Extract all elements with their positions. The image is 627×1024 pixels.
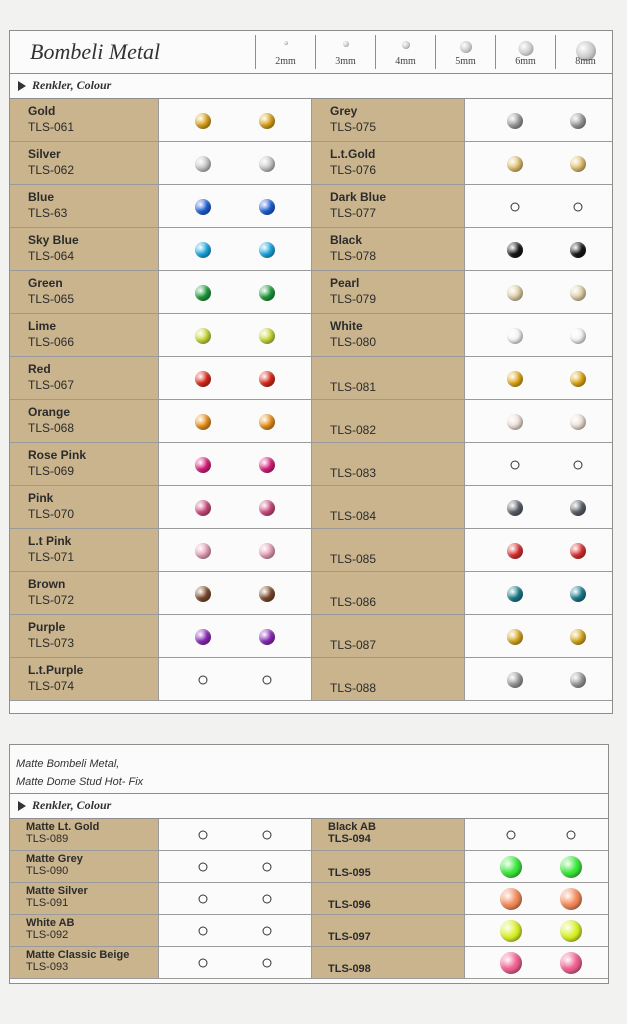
name-cell [312, 357, 464, 399]
name-cell [10, 883, 158, 914]
stud-cell [464, 486, 612, 528]
stud-cell [158, 357, 312, 399]
colour-code: TLS-095 [328, 867, 371, 879]
size-cell [495, 35, 555, 69]
stud-sample-icon [195, 586, 211, 602]
colour-code: TLS-072 [28, 593, 75, 607]
size-cell [555, 35, 615, 69]
name-cell [10, 400, 158, 442]
size-stud-icon [518, 41, 533, 56]
stud-sample-icon [570, 414, 586, 430]
name-cell [312, 271, 464, 313]
colour-name: Matte Classic Beige [26, 949, 130, 961]
stud-cell [158, 658, 312, 700]
stud-sample-icon [507, 414, 523, 430]
name-cell [10, 851, 158, 882]
stud-sample-icon [263, 863, 272, 872]
stud-sample-icon [195, 199, 211, 215]
colour-code: TLS-091 [26, 897, 69, 909]
stud-cell [158, 486, 312, 528]
stud-sample-icon [507, 500, 523, 516]
stud-cell [158, 615, 312, 657]
name-cell [312, 915, 464, 946]
colour-code: TLS-062 [28, 163, 75, 177]
name-cell [312, 142, 464, 184]
stud-cell [464, 228, 612, 270]
colour-code: TLS-073 [28, 636, 75, 650]
catalog-row [10, 658, 612, 701]
stud-sample-icon [263, 927, 272, 936]
colour-name: Pink [28, 491, 54, 505]
name-cell [10, 915, 158, 946]
colour-name: Matte Silver [26, 885, 88, 897]
stud-cell [158, 883, 312, 914]
name-cell [312, 947, 464, 978]
colour-name: L.t.Purple [28, 663, 84, 677]
stud-cell [158, 947, 312, 978]
stud-sample-icon [195, 156, 211, 172]
size-cell [375, 35, 435, 69]
matte-section-header [10, 793, 608, 819]
stud-cell [464, 357, 612, 399]
matte-row [10, 883, 608, 915]
name-cell [312, 658, 464, 700]
stud-cell [464, 883, 608, 914]
matte-row [10, 819, 608, 851]
colour-code: TLS-096 [328, 899, 371, 911]
stud-sample-icon [195, 328, 211, 344]
name-cell [312, 819, 464, 850]
name-cell [10, 486, 158, 528]
stud-cell [158, 529, 312, 571]
stud-sample-icon [507, 328, 523, 344]
colour-name: Silver [28, 147, 61, 161]
colour-code: TLS-070 [28, 507, 75, 521]
stud-sample-icon [195, 543, 211, 559]
colour-name: Purple [28, 620, 66, 634]
stud-cell [158, 99, 312, 141]
stud-sample-icon [507, 629, 523, 645]
stud-sample-icon [507, 113, 523, 129]
stud-cell [464, 142, 612, 184]
catalog-row [10, 185, 612, 228]
colour-name: L.t Pink [28, 534, 72, 548]
colour-code: TLS-093 [26, 961, 69, 973]
stud-sample-icon [570, 113, 586, 129]
catalog-row [10, 572, 612, 615]
stud-cell [158, 572, 312, 614]
colour-name: Matte Lt. Gold [26, 821, 100, 833]
colour-code: TLS-077 [330, 206, 377, 220]
name-cell [312, 572, 464, 614]
colour-code: TLS-076 [330, 163, 377, 177]
size-cell [315, 35, 375, 69]
size-label: 8mm [575, 56, 596, 67]
stud-sample-icon [570, 500, 586, 516]
colour-code: TLS-090 [26, 865, 69, 877]
stud-sample-icon [259, 199, 275, 215]
name-cell [10, 819, 158, 850]
name-cell [312, 185, 464, 227]
matte-row [10, 915, 608, 947]
name-cell [312, 443, 464, 485]
stud-sample-icon [560, 920, 582, 942]
stud-cell [464, 851, 608, 882]
stud-cell [464, 658, 612, 700]
stud-sample-icon [507, 242, 523, 258]
stud-sample-icon [507, 156, 523, 172]
stud-sample-icon [507, 543, 523, 559]
stud-sample-icon [259, 629, 275, 645]
colour-code: TLS-083 [330, 466, 377, 480]
name-cell [10, 615, 158, 657]
stud-sample-icon [263, 675, 272, 684]
size-stud-icon [284, 41, 288, 45]
stud-sample-icon [511, 202, 520, 211]
matte-title-line1: Matte Bombeli Metal, [16, 758, 120, 770]
stud-cell [464, 314, 612, 356]
stud-sample-icon [195, 371, 211, 387]
stud-sample-icon [500, 952, 522, 974]
stud-cell [464, 529, 612, 571]
name-cell [312, 529, 464, 571]
stud-sample-icon [507, 285, 523, 301]
stud-sample-icon [195, 629, 211, 645]
stud-sample-icon [570, 543, 586, 559]
stud-sample-icon [263, 895, 272, 904]
colour-name: Black AB [328, 821, 376, 833]
stud-sample-icon [507, 371, 523, 387]
stud-sample-icon [195, 500, 211, 516]
stud-sample-icon [567, 831, 576, 840]
stud-sample-icon [560, 888, 582, 910]
name-cell [312, 615, 464, 657]
matte-section-label: Renkler, Colour [32, 798, 112, 812]
stud-sample-icon [507, 672, 523, 688]
triangle-icon [18, 801, 26, 811]
stud-sample-icon [199, 863, 208, 872]
stud-sample-icon [574, 202, 583, 211]
colour-name: Green [28, 276, 63, 290]
stud-sample-icon [560, 952, 582, 974]
size-label: 4mm [395, 56, 416, 67]
name-cell [10, 357, 158, 399]
colour-name: Grey [330, 104, 358, 118]
colour-code: TLS-071 [28, 550, 75, 564]
colour-section-header [10, 74, 612, 99]
stud-sample-icon [195, 457, 211, 473]
stud-sample-icon [259, 500, 275, 516]
catalog-row [10, 615, 612, 658]
catalog-row [10, 486, 612, 529]
stud-cell [464, 185, 612, 227]
section-label: Renkler, Colour [32, 78, 112, 92]
stud-sample-icon [259, 156, 275, 172]
stud-cell [464, 443, 612, 485]
matte-row [10, 851, 608, 883]
stud-sample-icon [199, 927, 208, 936]
stud-sample-icon [574, 460, 583, 469]
colour-name: Dark Blue [330, 190, 387, 204]
stud-cell [464, 400, 612, 442]
colour-code: TLS-066 [28, 335, 75, 349]
size-stud-icon [402, 41, 410, 49]
colour-name: Red [28, 362, 51, 376]
colour-code: TLS-63 [28, 206, 68, 220]
stud-sample-icon [195, 285, 211, 301]
stud-sample-icon [199, 895, 208, 904]
name-cell [10, 185, 158, 227]
catalog-row [10, 228, 612, 271]
colour-code: TLS-084 [330, 509, 377, 523]
stud-sample-icon [195, 113, 211, 129]
size-cell [435, 35, 495, 69]
colour-code: TLS-068 [28, 421, 75, 435]
name-cell [312, 228, 464, 270]
stud-sample-icon [259, 285, 275, 301]
size-cell [255, 35, 315, 69]
size-label: 2mm [275, 56, 296, 67]
colour-name: Matte Grey [26, 853, 83, 865]
colour-code: TLS-085 [330, 552, 377, 566]
name-cell [10, 228, 158, 270]
triangle-icon [18, 81, 26, 91]
name-cell [312, 99, 464, 141]
stud-sample-icon [259, 457, 275, 473]
colour-name: Lime [28, 319, 57, 333]
matte-row [10, 947, 608, 979]
catalog-row [10, 142, 612, 185]
colour-name: Sky Blue [28, 233, 79, 247]
stud-sample-icon [259, 328, 275, 344]
stud-sample-icon [259, 543, 275, 559]
stud-sample-icon [263, 831, 272, 840]
colour-code: TLS-089 [26, 833, 69, 845]
colour-code: TLS-061 [28, 120, 75, 134]
catalog-row [10, 271, 612, 314]
matte-title-line2: Matte Dome Stud Hot- Fix [16, 776, 144, 788]
colour-code: TLS-079 [330, 292, 377, 306]
colour-name: White [330, 319, 363, 333]
size-stud-icon [343, 41, 349, 47]
colour-code: TLS-064 [28, 249, 75, 263]
matte-card [9, 744, 609, 984]
stud-sample-icon [570, 285, 586, 301]
name-cell [312, 883, 464, 914]
catalog-row [10, 314, 612, 357]
stud-cell [464, 819, 608, 850]
name-cell [10, 529, 158, 571]
catalog-row [10, 400, 612, 443]
colour-name: Gold [28, 104, 56, 118]
colour-name: White AB [26, 917, 75, 929]
colour-name: L.t.Gold [330, 147, 376, 161]
colour-code: TLS-075 [330, 120, 377, 134]
name-cell [10, 99, 158, 141]
stud-cell [158, 851, 312, 882]
stud-cell [464, 947, 608, 978]
stud-cell [158, 142, 312, 184]
colour-code: TLS-069 [28, 464, 75, 478]
stud-cell [158, 819, 312, 850]
catalog-row [10, 99, 612, 142]
stud-sample-icon [199, 831, 208, 840]
colour-name: Blue [28, 190, 55, 204]
size-label: 3mm [335, 56, 356, 67]
matte-title [16, 755, 143, 791]
stud-sample-icon [560, 856, 582, 878]
stud-sample-icon [570, 328, 586, 344]
name-cell [312, 486, 464, 528]
stud-sample-icon [199, 675, 208, 684]
stud-cell [464, 572, 612, 614]
stud-sample-icon [570, 371, 586, 387]
size-stud-icon [460, 41, 472, 53]
bombeli-metal-card [9, 30, 613, 714]
stud-cell [464, 99, 612, 141]
stud-sample-icon [195, 242, 211, 258]
colour-code: TLS-088 [330, 681, 377, 695]
stud-sample-icon [195, 414, 211, 430]
colour-code: TLS-098 [328, 963, 371, 975]
stud-cell [464, 615, 612, 657]
colour-code: TLS-082 [330, 423, 377, 437]
stud-sample-icon [570, 629, 586, 645]
stud-cell [158, 185, 312, 227]
stud-sample-icon [570, 242, 586, 258]
stud-cell [158, 443, 312, 485]
catalog-row [10, 443, 612, 486]
stud-sample-icon [259, 414, 275, 430]
stud-sample-icon [507, 831, 516, 840]
name-cell [10, 142, 158, 184]
colour-code: TLS-092 [26, 929, 69, 941]
colour-code: TLS-087 [330, 638, 377, 652]
brand-title: Bombeli Metal [30, 39, 161, 64]
name-cell [10, 658, 158, 700]
colour-code: TLS-080 [330, 335, 377, 349]
name-cell [10, 314, 158, 356]
stud-sample-icon [570, 586, 586, 602]
catalog-row [10, 357, 612, 400]
stud-sample-icon [263, 959, 272, 968]
colour-code: TLS-078 [330, 249, 377, 263]
colour-code: TLS-074 [28, 679, 75, 693]
size-label: 5mm [455, 56, 476, 67]
colour-name: Black [330, 233, 363, 247]
stud-sample-icon [507, 586, 523, 602]
stud-sample-icon [570, 156, 586, 172]
stud-sample-icon [500, 856, 522, 878]
stud-sample-icon [259, 371, 275, 387]
colour-code: TLS-094 [328, 833, 371, 845]
stud-sample-icon [199, 959, 208, 968]
colour-name: Pearl [330, 276, 360, 290]
stud-cell [464, 271, 612, 313]
name-cell [312, 400, 464, 442]
stud-sample-icon [500, 888, 522, 910]
colour-code: TLS-067 [28, 378, 75, 392]
stud-sample-icon [259, 586, 275, 602]
colour-name: Brown [28, 577, 66, 591]
colour-code: TLS-081 [330, 380, 377, 394]
colour-code: TLS-065 [28, 292, 75, 306]
stud-sample-icon [570, 672, 586, 688]
stud-cell [158, 314, 312, 356]
stud-cell [158, 228, 312, 270]
colour-name: Orange [28, 405, 71, 419]
stud-cell [464, 915, 608, 946]
stud-sample-icon [259, 242, 275, 258]
colour-code: TLS-086 [330, 595, 377, 609]
stud-sample-icon [511, 460, 520, 469]
name-cell [312, 851, 464, 882]
colour-code: TLS-097 [328, 931, 371, 943]
stud-cell [158, 915, 312, 946]
stud-cell [158, 271, 312, 313]
stud-sample-icon [500, 920, 522, 942]
name-cell [10, 271, 158, 313]
stud-cell [158, 400, 312, 442]
colour-name: Rose Pink [28, 448, 87, 462]
catalog-row [10, 529, 612, 572]
name-cell [312, 314, 464, 356]
name-cell [10, 572, 158, 614]
stud-sample-icon [259, 113, 275, 129]
name-cell [10, 947, 158, 978]
size-label: 6mm [515, 56, 536, 67]
name-cell [10, 443, 158, 485]
title-bar [10, 31, 612, 74]
